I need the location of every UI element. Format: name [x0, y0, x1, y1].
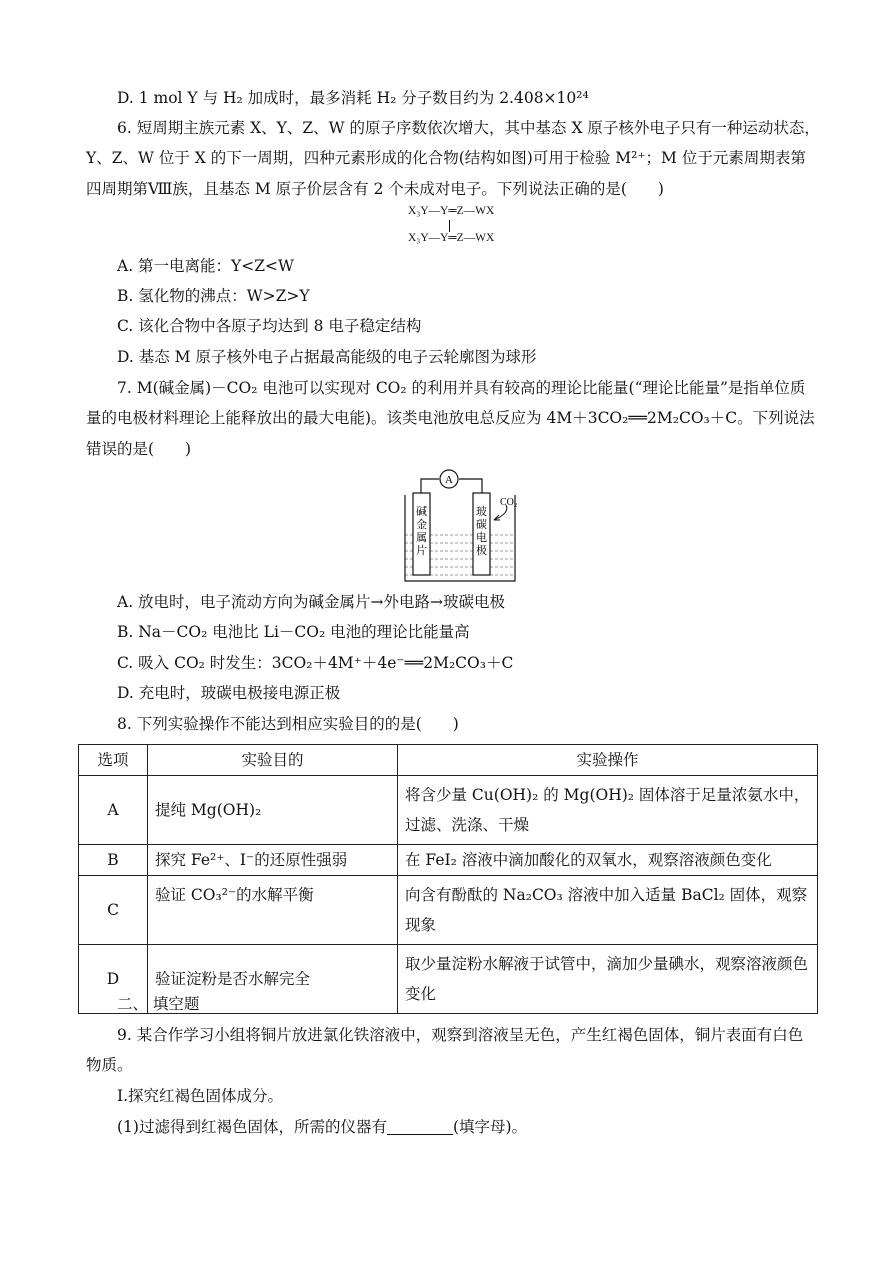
- left-electrode-char: 碱: [416, 505, 427, 518]
- q6-option-a: A. 第一电离能：Y<Z<W: [117, 257, 294, 275]
- q9-sub1: [117, 1117, 527, 1137]
- q5-option-d: D. 1 mol Y 与 H₂ 加成时，最多消耗 H₂ 分子数目约为 2.408×10²⁴: [117, 89, 589, 107]
- q7-option-c: C. 吸入 CO₂ 时发生：3CO₂＋4M⁺＋4e⁻══2M₂CO₃＋C: [117, 654, 514, 672]
- option-cell: D: [79, 945, 148, 1014]
- table-header-row: [79, 745, 818, 776]
- table-header-cell: 选项: [79, 745, 148, 776]
- option-cell: B: [79, 845, 148, 876]
- wire-right: [459, 479, 482, 493]
- purpose-cell: 验证淀粉是否水解完全: [148, 945, 398, 1014]
- ammeter-label: A: [445, 474, 453, 486]
- operation-cell: 将含少量 Cu(OH)₂ 的 Mg(OH)₂ 固体溶于足量浓氨水中，过滤、洗涤、干燥: [398, 776, 818, 845]
- q9-sub1-tail: (填字母)。: [452, 1118, 528, 1136]
- purpose-cell: 提纯 Mg(OH)₂: [148, 776, 398, 845]
- operation-cell: 在 FeI₂ 溶液中滴加酸化的双氧水，观察溶液颜色变化: [398, 845, 818, 876]
- right-electrode-char: 碳: [476, 518, 487, 531]
- q6-stem-line2: Y、Z、W 位于 X 的下一周期，四种元素形成的化合物(结构如图)可用于检验 M²⁺；M 位于元素周期表第: [86, 149, 806, 167]
- q7-stem-line3: 错误的是( ): [86, 440, 192, 458]
- option-cell: A: [79, 776, 148, 845]
- wire-left: [421, 479, 439, 493]
- q7-option-a: A. 放电时，电子流动方向为碱金属片→外电路→玻碳电极: [117, 593, 506, 611]
- table-row: [79, 776, 818, 845]
- table-row: [79, 876, 818, 945]
- q6-option-c: C. 该化合物中各原子均达到 8 电子稳定结构: [117, 317, 422, 335]
- operation-cell: 取少量淀粉水解液于试管中，滴加少量碘水，观察溶液颜色变化: [398, 945, 818, 1014]
- q9-stem-line2: 物质。: [86, 1056, 133, 1074]
- left-electrode-char: 片: [416, 544, 427, 557]
- q6-option-b: B. 氢化物的沸点：W>Z>Y: [117, 287, 310, 305]
- q7-option-b: B. Na－CO₂ 电池比 Li－CO₂ 电池的理论比能量高: [117, 623, 470, 641]
- answer-blank[interactable]: [387, 1119, 453, 1135]
- operation-cell: 向含有酚酞的 Na₂CO₃ 溶液中加入适量 BaCl₂ 固体，观察现象: [398, 876, 818, 945]
- left-electrode-char: 金: [416, 518, 427, 531]
- q6-stem-line3: 四周期第Ⅷ族，且基态 M 原子价层含有 2 个未成对电子。下列说法正确的是( ): [86, 180, 664, 198]
- q8-stem: 8. 下列实验操作不能达到相应实验目的的是( ): [117, 715, 459, 733]
- q9-sub1-text: (1)过滤得到红褐色固体，所需的仪器有: [117, 1118, 387, 1136]
- q6-structure-row1: X₃Y—Y═Z—WX: [408, 205, 495, 217]
- table-header-cell: 实验操作: [398, 745, 818, 776]
- q6-option-d: D. 基态 M 原子核外电子占据最高能级的电子云轮廓图为球形: [117, 348, 537, 366]
- right-electrode-char: 极: [476, 544, 487, 557]
- purpose-cell: 探究 Fe²⁺、I⁻的还原性强弱: [148, 845, 398, 876]
- table-header-cell: 实验目的: [148, 745, 398, 776]
- q7-stem-line1: 7. M(碱金属)－CO₂ 电池可以实现对 CO₂ 的利用并具有较高的理论比能量(“理论比能量”是指单位质: [117, 379, 806, 397]
- q7-option-d: D. 充电时，玻碳电极接电源正极: [117, 684, 341, 702]
- q6-structure-row2: X₃Y—Y═Z—WX: [408, 232, 495, 244]
- experiment-table: [78, 744, 818, 1014]
- q6-structure-bond: [449, 220, 450, 232]
- left-electrode-char: 属: [416, 531, 427, 544]
- right-electrode-char: 玻: [476, 505, 487, 518]
- battery-diagram: [398, 465, 533, 587]
- table-row: [79, 845, 818, 876]
- q7-stem-line2: 量的电极材料理论上能释放出的最大电能)。该类电池放电总反应为 4M＋3CO₂══2M₂CO₃＋C。下列说法: [86, 409, 815, 427]
- q9-stem-line1: 9. 某合作学习小组将铜片放进氯化铁溶液中，观察到溶液呈无色，产生红褐色固体，铜片表面有白色: [117, 1026, 804, 1044]
- section-heading-fill-in: 二、 填空题: [117, 995, 200, 1013]
- q9-part1-heading: Ⅰ.探究红褐色固体成分。: [117, 1087, 284, 1105]
- option-cell: C: [79, 876, 148, 945]
- right-electrode-char: 电: [476, 531, 487, 544]
- q6-stem-line1: 6. 短周期主族元素 X、Y、Z、W 的原子序数依次增大，其中基态 X 原子核外电子只有一种运动状态，: [117, 119, 820, 137]
- purpose-cell: 验证 CO₃²⁻的水解平衡: [148, 876, 398, 945]
- co2-label: CO₂: [500, 497, 518, 508]
